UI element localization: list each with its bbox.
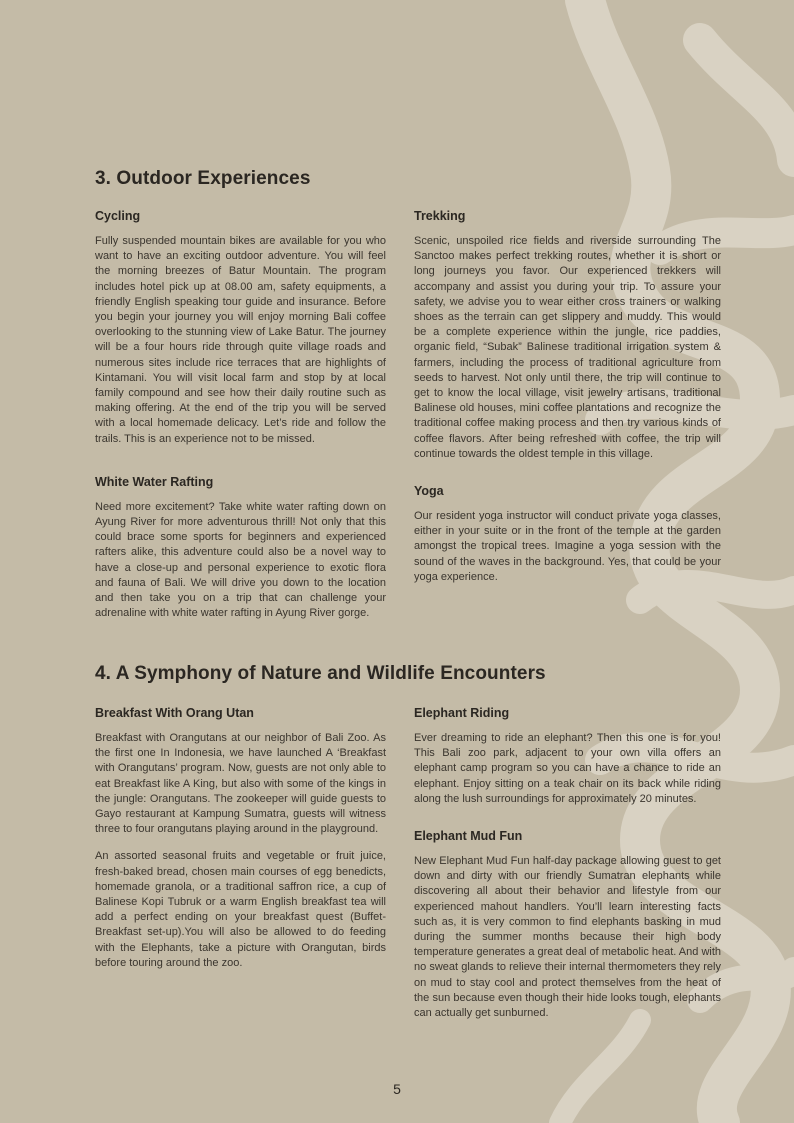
elephant-mud-block	[414, 828, 721, 1021]
rafting-block	[95, 474, 386, 622]
elephant-mud-text: New Elephant Mud Fun half-day package allowing guest to get down and dirty with our friendly Sumatran elephants while discovering all about their behavior and lifestyle from our experienced mahout handlers. You’ll learn interesting facts such as, it is very common to find elephants basking in mud during the summer months because their high body temperature generates a great deal of metabolic heat. And with no sweat glands to relieve their internal thermometers they rely on mud to stay cool and protect themselves from the heat of the sun because even though their hide looks tough, elephants can actually get sunburned.	[414, 855, 721, 1020]
page-number: 5	[393, 1081, 401, 1097]
section-title-outdoor: 3. Outdoor Experiences	[95, 168, 311, 189]
elephant-mud-heading: Elephant Mud Fun	[414, 829, 523, 844]
trekking-block	[414, 208, 721, 462]
cycling-heading: Cycling	[95, 209, 141, 223]
orangutan-block	[95, 705, 386, 971]
cycling-block	[95, 208, 386, 447]
rafting-text: Need more excitement? Take white water rafting down on Ayung River for more adventurous thrill! Not only that this could brace some sports for beginners and experienced rafters alike, this adventure could also be a novel way to have a close-up and personal experience to exotic flora and fauna of Bali. We will drive you down to the location and then take you on a trip that can challenge your adrenaline with white water rafting in Ayung River gorge.	[95, 500, 386, 620]
yoga-heading: Yoga	[414, 484, 444, 499]
elephant-riding-heading: Elephant Riding	[414, 706, 510, 720]
trekking-heading: Trekking	[414, 209, 466, 223]
outdoor-left-column	[95, 208, 386, 642]
orangutan-text-2: An assorted seasonal fruits and vegetable or fruit juice, fresh-baked bread, chosen main courses of egg benedicts, homemade granola, or a traditional saffron rice, a cup of Balinese Kopi Tubruk or a warm English breakfast tea will add a perfect ending on your breakfast quest (Buffet-Breakfast set-up).You will also be allowed to do feeding with the Elephants, take a picture with Orangutan, birds before touring around the zoo.	[95, 850, 386, 969]
elephant-riding-block	[414, 705, 721, 807]
orangutan-heading: Breakfast With Orang Utan	[95, 706, 254, 720]
wildlife-left-column	[95, 705, 386, 992]
orangutan-text-1: Breakfast with Orangutans at our neighbor of Bali Zoo. As the first one In Indonesia, we have launched A ‘Breakfast with Orangutans’ program. Now, guests are not only able to eat Breakfast like A King, but also with some of the kings in the jungle: Orangutans. The zookeeper will guide guests to Gayo restaurant at Kampung Sumatra, guests will witness three to four orangutans playing around in the playground.	[95, 732, 386, 836]
yoga-text: Our resident yoga instructor will conduct private yoga classes, either in your suite or in the front of the temple at the garden amongst the tropical trees. Imagine a yoga session with the sound of the waves in the background. Yes, that could be your yoga experience.	[414, 510, 721, 583]
cycling-text: Fully suspended mountain bikes are available for you who want to have an exciting outdoor adventure. You will feel the morning breezes of Batur Mountain. The program includes hotel pick up at 08.00 am, safety equipments, a friendly English speaking tour guide and insurance. Before you begin your journey you will enjoy morning Bali coffee overlooking to the stunning view of Lake Batur. The journey will be a four hours ride through quite village roads and numerous sites include rice terraces that are highlights of Kintamani. You will visit local farm and stop by at local family compound and see how their daily routine such as making offering. At the end of the trip you will be served with a local homemade delicacy. Let’s ride and follow the trails. This is an experience not to be missed.	[95, 235, 386, 445]
wildlife-right-column	[414, 705, 721, 1042]
yoga-block	[414, 483, 721, 585]
section-title-wildlife: 4. A Symphony of Nature and Wildlife Encounters	[95, 663, 546, 684]
rafting-heading: White Water Rafting	[95, 474, 214, 489]
trekking-text: Scenic, unspoiled rice fields and riverside surrounding The Sanctoo makes perfect trekking routes, whether it is short or long journeys you favor. Our experienced trekkers will accompany and assist you during your trip. To assure your safety, we advise you to wear either cross trainers or walking shoes as the terrain can get slippery and muddy. This would be a complete experience within the jungle, rice paddies, organic field, “Subak” Balinese traditional irrigation system & farmers, including the process of traditional agriculture from seeds to harvest. Not only until there, the trip will continue to get to know the local village, visit jewelry artisans, traditional Balinese old houses, mini coffee plantations and recognize the traditional coffee making process and then try various kinds of coffee flavors. After being refreshed with coffee, the trip will continue towards the oldest temple in this village.	[414, 235, 721, 460]
outdoor-right-column	[414, 208, 721, 606]
elephant-riding-text: Ever dreaming to ride an elephant? Then this one is for you! This Bali zoo park, adjacent to your own villa offers an elephant camp program so you can have a chance to ride an elephant. Enjoy sitting on a teak chair on its back while riding along the lush surroundings for approximately 20 minutes.	[414, 732, 721, 805]
